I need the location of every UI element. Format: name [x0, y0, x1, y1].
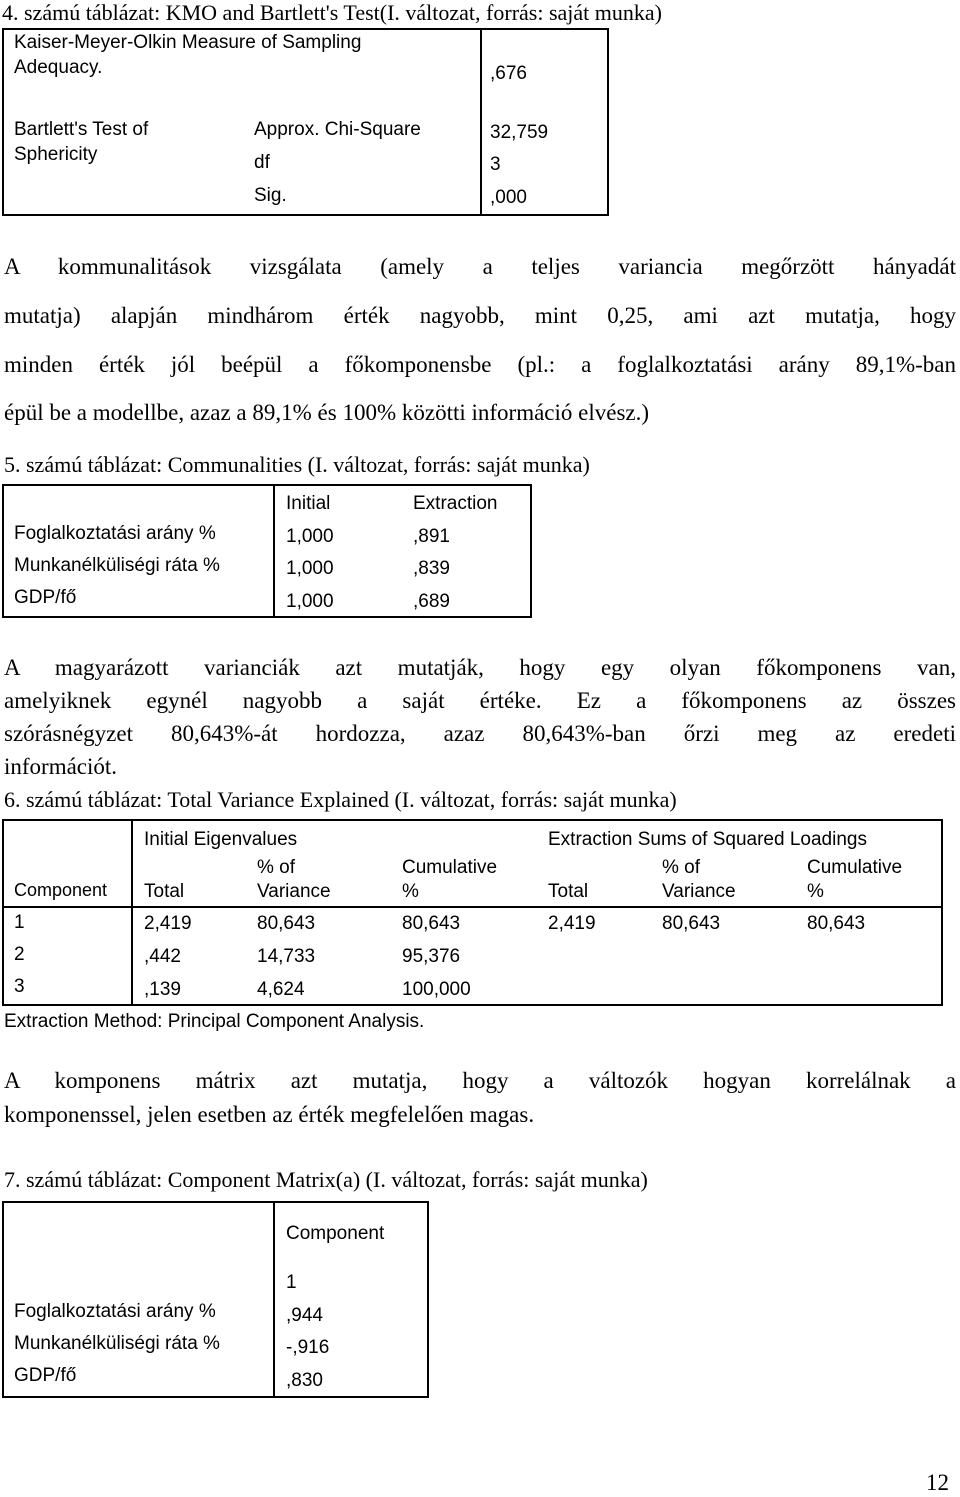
table5-row-label: GDP/fő — [14, 587, 77, 608]
paragraph1-line3: minden érték jól beépül a főkomponensbe (pl.: a foglalkoztatási arány 89,1%-ban — [4, 352, 956, 377]
kmo-label-cont: Adequacy. — [14, 57, 103, 78]
table5-row-extraction: ,689 — [413, 591, 450, 612]
table5-divider — [273, 484, 275, 618]
table6-row-cum: 100,000 — [402, 979, 471, 1000]
table6-row-ext-total: 2,419 — [548, 913, 596, 934]
paragraph2-line1: A magyarázott varianciák azt mutatják, hogy egy olyan főkomponens van, — [4, 655, 956, 680]
table7-row-label: Foglalkoztatási arány % — [14, 1301, 216, 1322]
kmo-value: ,676 — [490, 63, 527, 84]
table7-row-value: ,830 — [286, 1370, 323, 1391]
paragraph1-line2: mutatja) alapján mindhárom érték nagyobb, mint 0,25, ami azt mutatja, hogy — [4, 303, 956, 328]
table6-group-extraction: Extraction Sums of Squared Loadings — [548, 829, 867, 850]
bartlett-label-cont: Sphericity — [14, 144, 98, 165]
table4-caption: 4. számú táblázat: KMO and Bartlett's Test(I. változat, forrás: saját munka) — [2, 0, 662, 25]
table6-header-ext-cum: Cumulative — [807, 857, 903, 878]
bartlett-label: Bartlett's Test of — [14, 119, 149, 140]
table5-row-extraction: ,839 — [413, 558, 450, 579]
table5-caption: 5. számú táblázat: Communalities (I. változat, forrás: saját munka) — [4, 452, 590, 477]
paragraph2-line2: amelyiknek egynél nagyobb a saját értéke. Ez a főkomponens az összes — [4, 688, 956, 713]
paragraph1-line1: A kommunalitások vizsgálata (amely a teljes variancia megőrzött hányadát — [4, 254, 956, 279]
table6-header-ext-cum-cont: % — [807, 881, 824, 902]
table6-row-cum: 80,643 — [402, 913, 461, 934]
table5-header-initial: Initial — [286, 493, 331, 514]
sig-label: Sig. — [254, 185, 287, 206]
table6-row-component: 1 — [14, 912, 25, 933]
paragraph1-line4: épül be a modellbe, azaz a 89,1% és 100% közötti információ elvész.) — [4, 400, 650, 425]
table5-row-initial: 1,000 — [286, 526, 334, 547]
paragraph2-line4: információt. — [4, 754, 118, 779]
table6-row-pct: 4,624 — [257, 979, 305, 1000]
table6-header-rule — [2, 906, 943, 908]
table6-header-ext-pct-cont: Variance — [662, 881, 736, 902]
table5-row-initial: 1,000 — [286, 591, 334, 612]
table5-row-label: Foglalkoztatási arány % — [14, 523, 216, 544]
table5-row-extraction: ,891 — [413, 526, 450, 547]
table6-row-cum: 95,376 — [402, 946, 461, 967]
table5-row-label: Munkanélküliségi ráta % — [14, 555, 220, 576]
table6-divider — [131, 819, 133, 1006]
table7-row-label: GDP/fő — [14, 1365, 77, 1386]
kmo-label: Kaiser-Meyer-Olkin Measure of Sampling — [14, 32, 362, 53]
table7-row-value: -,916 — [286, 1337, 330, 1358]
table6-header-component: Component — [14, 880, 108, 900]
paragraph3-line1: A komponens mátrix azt mutatja, hogy a változók hogyan korrelálnak a — [4, 1068, 956, 1093]
page-number: 12 — [926, 1470, 949, 1495]
table5-header-extraction: Extraction — [413, 493, 498, 514]
table6-header-pct-cont: Variance — [257, 881, 331, 902]
sig-value: ,000 — [490, 187, 527, 208]
chi-square-value: 32,759 — [490, 122, 549, 143]
paragraph3-line2: komponenssel, jelen esetben az érték megfelelően magas. — [4, 1102, 535, 1127]
table6-row-pct: 80,643 — [257, 913, 316, 934]
chi-square-label: Approx. Chi-Square — [254, 119, 421, 140]
table7-subheader: 1 — [286, 1272, 297, 1293]
table6-header-ext-pct: % of — [662, 857, 701, 878]
df-label: df — [254, 152, 270, 173]
table6-row-ext-pct: 80,643 — [662, 913, 721, 934]
table6-row-total: 2,419 — [144, 913, 192, 934]
table6-footnote: Extraction Method: Principal Component Analysis. — [4, 1011, 425, 1032]
table7-row-value: ,944 — [286, 1305, 323, 1326]
paragraph2-line3: szórásnégyzet 80,643%-át hordozza, azaz 80,643%-ban őrzi meg az eredeti — [4, 721, 956, 746]
table6-header-pct: % of — [257, 857, 296, 878]
table6-row-total: ,139 — [144, 979, 181, 1000]
df-value: 3 — [490, 154, 501, 175]
table6-row-ext-cum: 80,643 — [807, 913, 866, 934]
table6-row-component: 3 — [14, 976, 25, 997]
table6-header-cum: Cumulative — [402, 857, 498, 878]
table7-divider — [273, 1201, 275, 1398]
table6-row-component: 2 — [14, 944, 25, 965]
table6-header-ext-total: Total — [548, 881, 589, 902]
table4-divider — [480, 28, 482, 216]
table6-caption: 6. számú táblázat: Total Variance Explained (I. változat, forrás: saját munka) — [4, 787, 677, 812]
table7-row-label: Munkanélküliségi ráta % — [14, 1333, 220, 1354]
table7-caption: 7. számú táblázat: Component Matrix(a) (I. változat, forrás: saját munka) — [4, 1167, 648, 1192]
table6-header-cum-cont: % — [402, 881, 419, 902]
table7-header-component: Component — [286, 1223, 385, 1244]
table6-header-total: Total — [144, 881, 185, 902]
table6-group-initial: Initial Eigenvalues — [144, 829, 298, 850]
table5-row-initial: 1,000 — [286, 558, 334, 579]
table6-row-pct: 14,733 — [257, 946, 316, 967]
table6-row-total: ,442 — [144, 946, 181, 967]
